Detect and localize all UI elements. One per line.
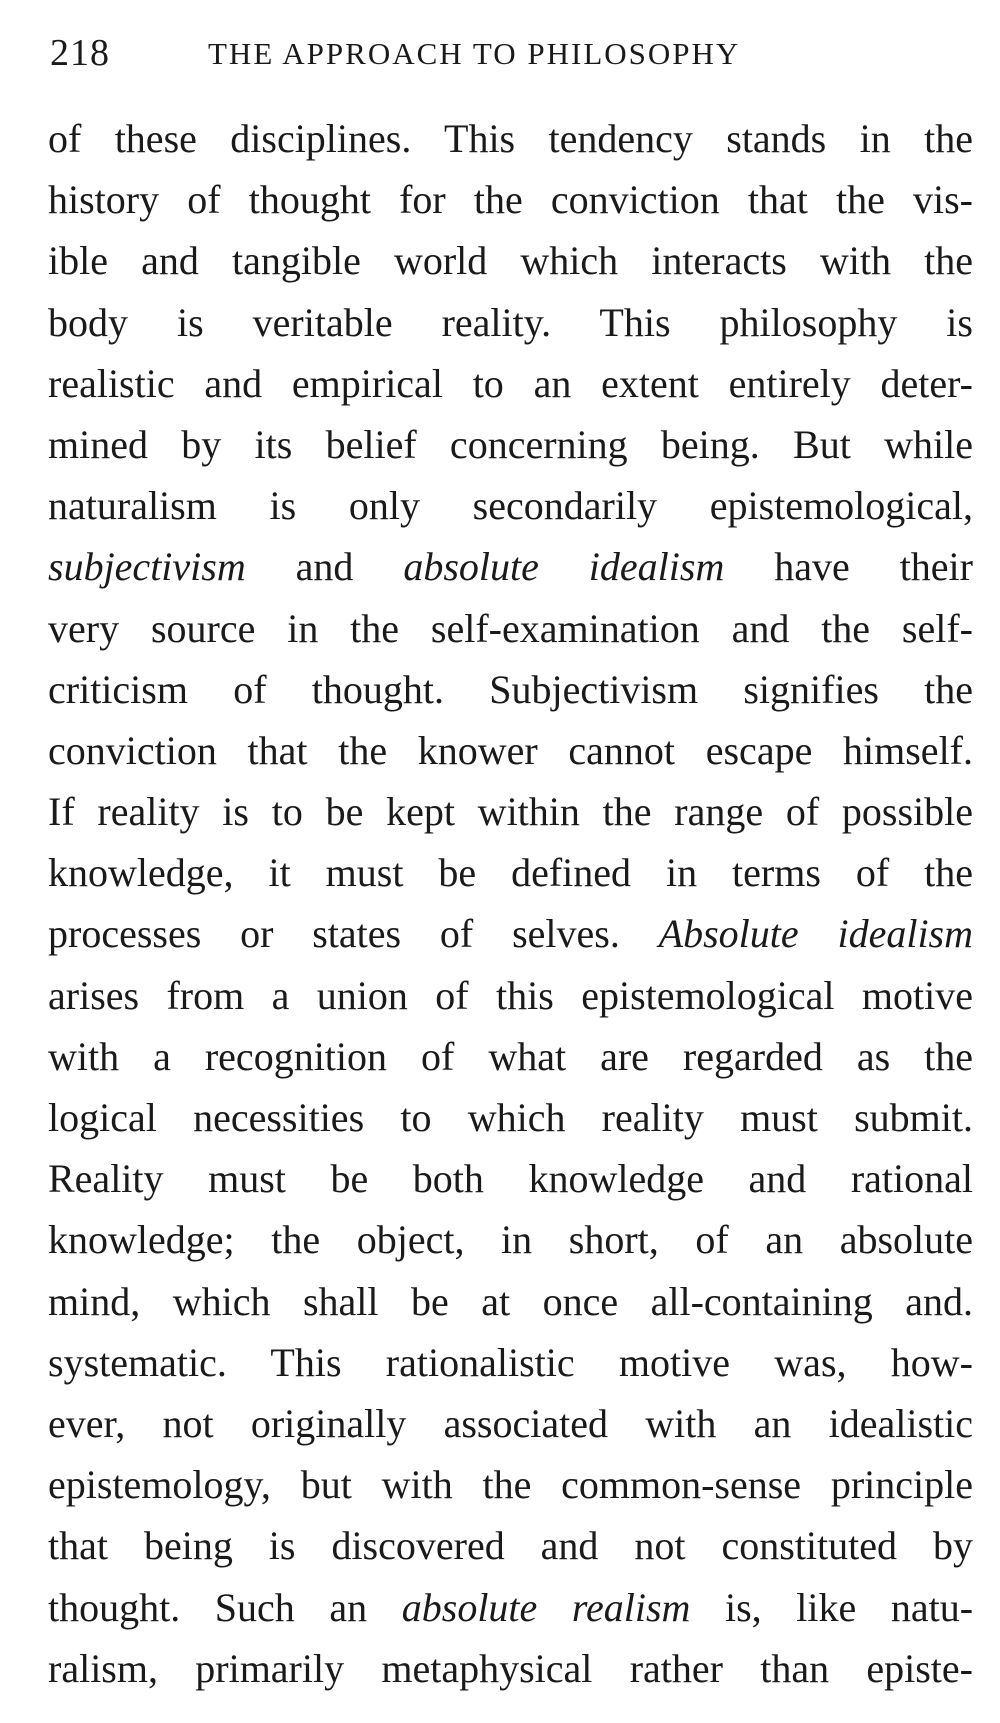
text-line xyxy=(48,598,973,659)
text-run: If reality is to be kept within the range of possible xyxy=(48,789,973,835)
text-line xyxy=(48,1454,973,1515)
italic-term: subjectivism xyxy=(48,544,246,590)
text-line xyxy=(48,292,973,353)
text-line xyxy=(48,1026,973,1087)
text-run: criticism of thought. Subjectivism signifies the xyxy=(48,666,973,712)
text-line xyxy=(48,1209,973,1270)
text-line xyxy=(48,1393,973,1454)
text-run: very source in the self-examination and the self- xyxy=(48,605,973,651)
italic-term: Absolute idealism xyxy=(658,911,973,957)
text-line xyxy=(48,1271,973,1332)
text-line xyxy=(48,475,973,536)
text-run: naturalism is only secondarily epistemological, xyxy=(48,483,973,529)
text-run: mined by its belief concerning being. But while xyxy=(48,421,973,467)
text-run: is, like natu- xyxy=(690,1584,973,1630)
text-run: epistemology, but with the common-sense principle xyxy=(48,1462,973,1508)
text-line xyxy=(48,781,973,842)
text-line xyxy=(48,1577,973,1638)
text-line xyxy=(48,965,973,1026)
text-line xyxy=(48,1515,973,1576)
italic-term: absolute idealism xyxy=(403,544,725,590)
text-line xyxy=(48,842,973,903)
text-line xyxy=(48,1638,973,1699)
text-run: knowledge; the object, in short, of an absolute xyxy=(48,1217,973,1263)
text-run: of these disciplines. This tendency stands in the xyxy=(48,116,973,161)
text-line xyxy=(48,1332,973,1393)
text-line xyxy=(48,108,973,169)
text-line xyxy=(48,720,973,781)
text-run: ralism, primarily metaphysical rather than episte- xyxy=(48,1645,973,1691)
text-run: Reality must be both knowledge and rational xyxy=(48,1156,973,1202)
text-line xyxy=(48,230,973,291)
text-run: processes or states of selves. xyxy=(48,911,659,957)
body-paragraph xyxy=(48,108,973,1699)
italic-term: absolute realism xyxy=(401,1584,691,1630)
text-run: that being is discovered and not constituted by xyxy=(48,1523,973,1569)
running-title: THE APPROACH TO PHILOSOPHY xyxy=(208,36,741,71)
text-run: systematic. This rationalistic motive was, how- xyxy=(48,1339,973,1385)
text-run: body is veritable reality. This philosophy is xyxy=(48,299,973,345)
text-run: conviction that the knower cannot escape himself. xyxy=(48,727,973,773)
text-run: ible and tangible world which interacts with the xyxy=(48,238,973,284)
running-head xyxy=(50,28,970,78)
text-run: mind, which shall be at once all-containing and. xyxy=(48,1278,973,1324)
text-line xyxy=(48,903,973,964)
text-line xyxy=(48,536,973,597)
text-run: and xyxy=(245,544,404,590)
text-run: realistic and empirical to an extent entirely deter- xyxy=(48,360,973,406)
text-run: have their xyxy=(724,544,973,590)
text-run: thought. Such an xyxy=(48,1584,402,1630)
text-line xyxy=(48,169,973,230)
text-line xyxy=(48,353,973,414)
text-run: history of thought for the conviction that the vis- xyxy=(48,177,973,223)
text-line xyxy=(48,1148,973,1209)
text-line xyxy=(48,1087,973,1148)
text-run: ever, not originally associated with an idealistic xyxy=(48,1400,973,1446)
text-line xyxy=(48,414,973,475)
text-line xyxy=(48,659,973,720)
text-run: with a recognition of what are regarded as the xyxy=(48,1033,973,1079)
page-number: 218 xyxy=(50,32,110,74)
text-run: logical necessities to which reality must submit. xyxy=(48,1095,973,1140)
text-run: arises from a union of this epistemological motive xyxy=(48,972,973,1018)
text-run: knowledge, it must be defined in terms of the xyxy=(48,850,973,896)
